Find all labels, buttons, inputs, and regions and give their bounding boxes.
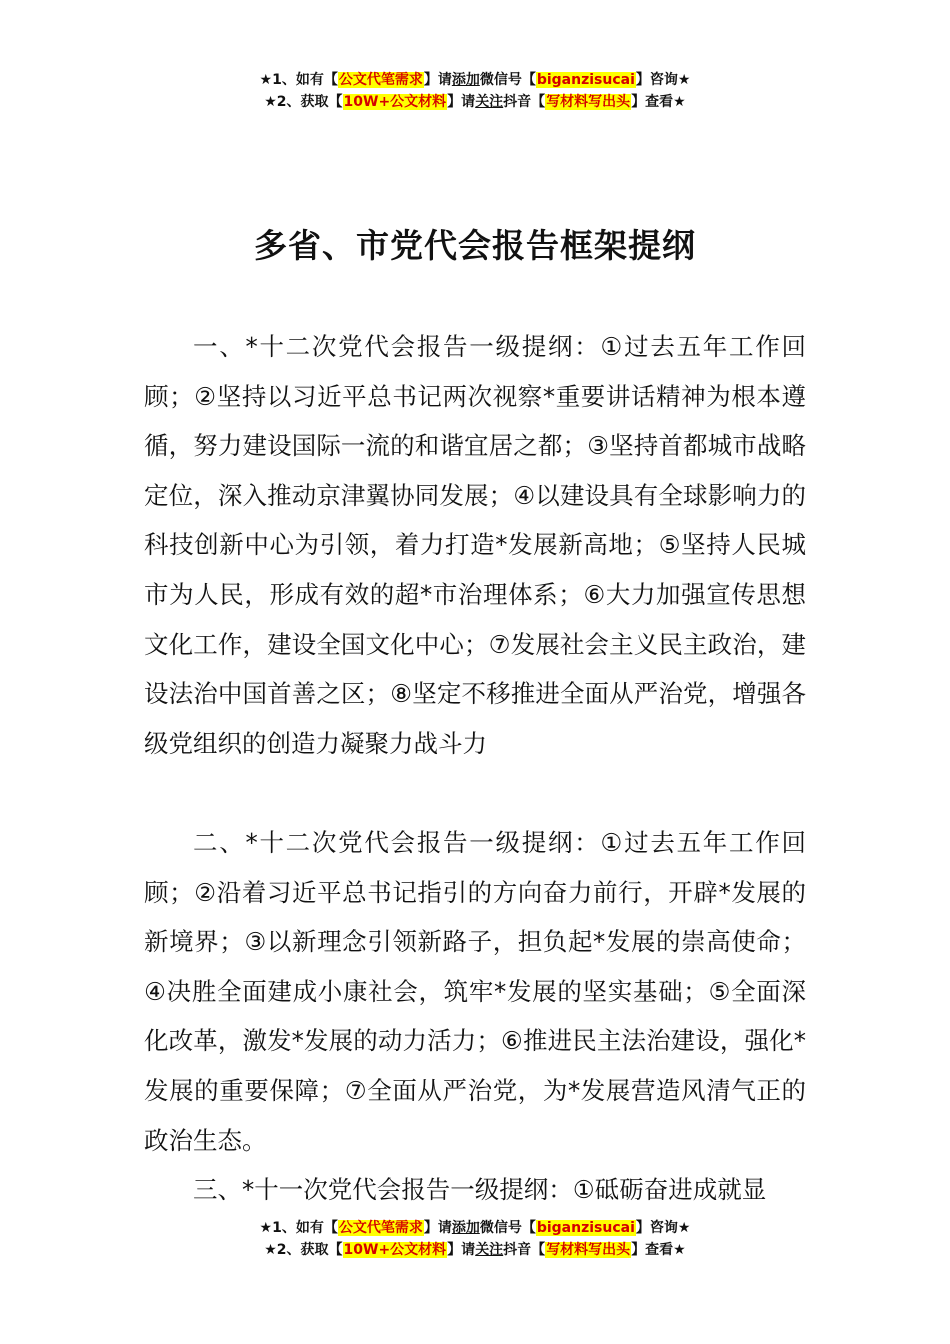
- document-title: 多省、市党代会报告框架提纲: [254, 226, 696, 265]
- wechat-id: biganzisucai: [536, 1220, 635, 1236]
- wechat-id: biganzisucai: [536, 72, 635, 88]
- banner-text: 抖音【: [503, 1242, 546, 1258]
- douyin-account: 写材料写出头: [546, 1242, 631, 1258]
- banner-text: 】咨询★: [635, 72, 691, 88]
- banner-text: ★1、如有【: [259, 1220, 338, 1236]
- paragraph-text: 一、*十二次党代会报告一级提纲：①过去五年工作回顾；②坚持以习近平总书记两次视察*重要讲话精神为根本遵循，努力建设国际一流的和谐宜居之都；③坚持首都城市战略定位，深入推动京津翼协同发展；④以建设具有全球影响力的科技创新中心为引领，着力打造*发展新高地；⑤坚持人民城市为人民，形成有效的超*市治理体系；⑥大力加强宣传思想文化工作，建设全国文化中心；⑦发展社会主义民主政治，建设法治中国首善之区；⑧坚定不移推进全面从严治党，增强各级党组织的创造力凝聚力战斗力: [144, 332, 806, 758]
- banner-text: 】咨询★: [635, 1220, 691, 1236]
- document-paragraph: [144, 1165, 806, 1215]
- highlight-text: 公文代笔需求: [338, 1220, 423, 1236]
- underlined-text: 添加: [451, 72, 480, 88]
- banner-text: ★2、获取【: [264, 1242, 343, 1258]
- banner-text: 】请: [423, 72, 452, 88]
- underlined-text: 添加: [451, 1220, 480, 1236]
- banner-text: 抖音【: [503, 94, 546, 110]
- banner-text: 】请: [447, 1242, 476, 1258]
- header-banner: [0, 69, 950, 113]
- banner-text: 】查看★: [631, 94, 686, 110]
- banner-text: 微信号【: [479, 1220, 536, 1236]
- banner-text: 】请: [447, 94, 476, 110]
- footer-banner: [0, 1217, 950, 1261]
- banner-text: ★1、如有【: [259, 72, 338, 88]
- paragraph-text: 三、*十一次党代会报告一级提纲：①砥砺奋进成就显: [193, 1175, 767, 1204]
- banner-line-2: [0, 1239, 950, 1261]
- banner-text: 】查看★: [631, 1242, 686, 1258]
- highlight-text: 10W+公文材料: [343, 94, 447, 110]
- underlined-text: 关注: [475, 94, 504, 110]
- banner-line-1: [0, 69, 950, 91]
- douyin-account: 写材料写出头: [546, 94, 631, 110]
- banner-text: 微信号【: [479, 72, 536, 88]
- paragraph-text: 二、*十二次党代会报告一级提纲：①过去五年工作回顾；②沿着习近平总书记指引的方向奋力前行，开辟*发展的新境界；③以新理念引领新路子，担负起*发展的崇高使命；④决胜全面建成小康社会，筑牢*发展的坚实基础；⑤全面深化改革，激发*发展的动力活力；⑥推进民主法治建设，强化*发展的重要保障；⑦全面从严治党，为*发展营造风清气正的政治生态。: [144, 828, 806, 1155]
- document-paragraph: [144, 818, 806, 1165]
- banner-text: 】请: [423, 1220, 452, 1236]
- underlined-text: 关注: [475, 1242, 504, 1258]
- banner-text: ★2、获取【: [264, 94, 343, 110]
- highlight-text: 10W+公文材料: [343, 1242, 447, 1258]
- banner-line-2: [0, 91, 950, 113]
- document-paragraph: [144, 322, 806, 768]
- highlight-text: 公文代笔需求: [338, 72, 423, 88]
- banner-line-1: [0, 1217, 950, 1239]
